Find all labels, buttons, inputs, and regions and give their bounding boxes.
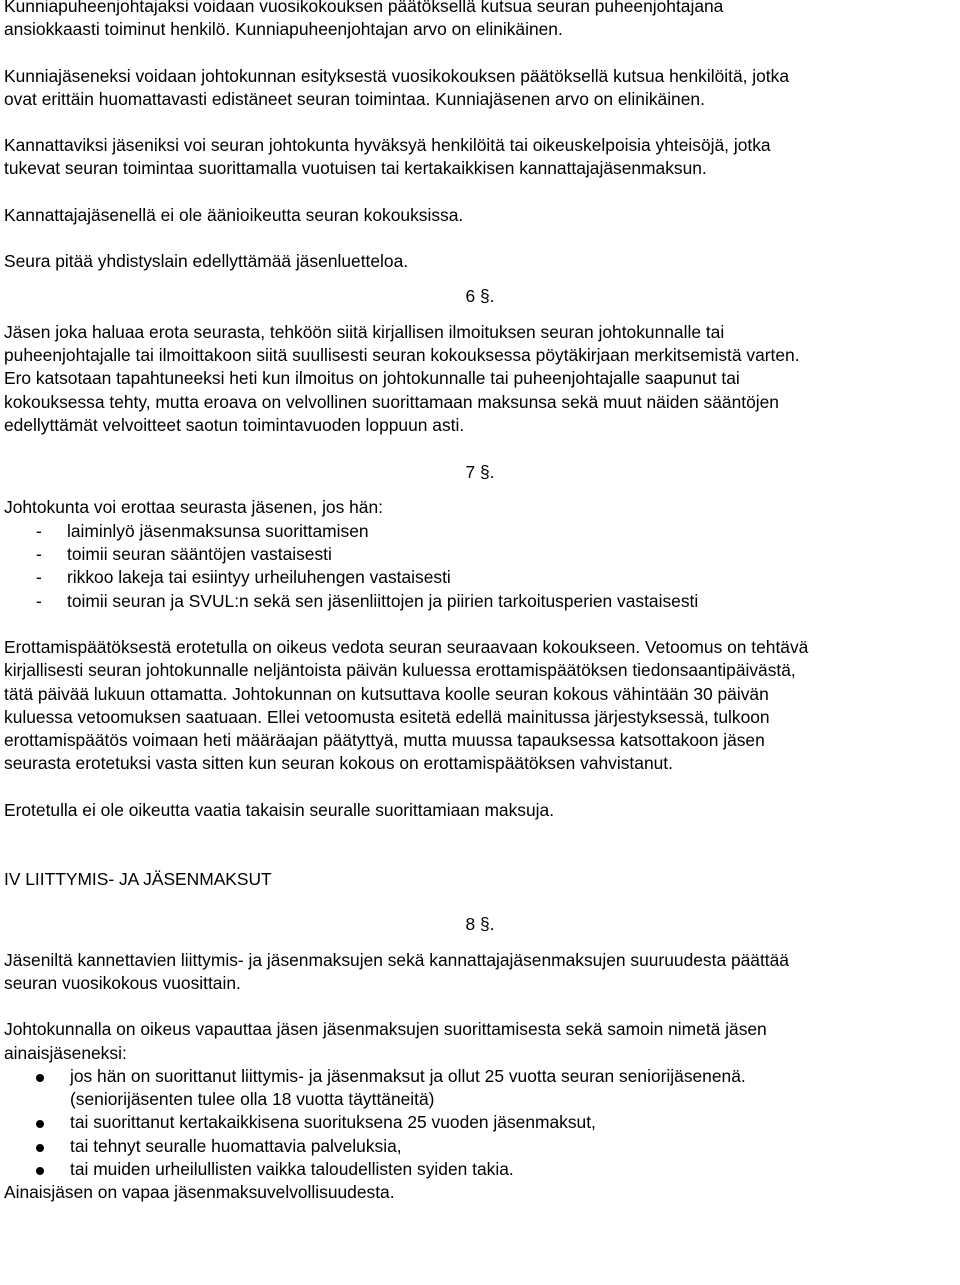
text-line: Kunniajäseneksi voidaan johtokunnan esityksestä vuosikokouksen päätöksellä kutsua henkilöitä, jotka: [4, 65, 790, 86]
list-item: [4, 1158, 956, 1181]
text-line: tai muiden urheilullisten vaikka taloudellisten syiden takia.: [70, 1158, 514, 1179]
text-line: kuluessa vetoomuksen saatuaan. Ellei vetoomusta esitetä edellä mainitussa järjestyksessä, tulkoon: [4, 706, 770, 727]
text-line: edellyttämät velvoitteet saotun toimintavuoden loppuun asti.: [4, 414, 465, 435]
refund-paragraph: Erotetulla ei ole oikeutta vaatia takaisin seuralle suorittamiaan maksuja.: [4, 799, 555, 820]
text-line: Ero katsotaan tapahtuneeksi heti kun ilmoitus on johtokunnalle tai puheenjohtajalle saapunut tai: [4, 368, 740, 389]
text-line: puheenjohtajalle tai ilmoittakoon siitä suullisesti seuran kokouksessa pöytäkirjaan merkitsemistä varten.: [4, 344, 800, 365]
list-item: [4, 1111, 956, 1134]
bullet-icon: [36, 1144, 44, 1152]
expulsion-lead: Johtokunta voi erottaa seurasta jäsenen, jos hän:: [4, 497, 383, 518]
list-item: - laiminlyö jäsenmaksunsa suorittamisen: [4, 520, 956, 543]
supporting-member-paragraph: [4, 134, 956, 181]
fees-paragraph: [4, 949, 956, 996]
text-line: seurasta erotetuksi vasta sitten kun seuran kokous on erottamispäätöksen vahvistanut.: [4, 753, 673, 774]
text-line: ovat erittäin huomattavasti edistäneet seuran toimintaa. Kunniajäsenen arvo on elinikäinen.: [4, 88, 705, 109]
bullet-icon: [36, 1120, 44, 1128]
section-7-number: 7 §.: [465, 462, 495, 483]
list-item: [4, 1065, 956, 1112]
bullet-icon: [36, 1074, 44, 1082]
list-item: - rikkoo lakeja tai esiintyy urheiluhengen vastaisesti: [4, 566, 956, 589]
text-line: erottamispäätös voimaan heti määräajan päätyttyä, mutta muussa tapauksessa katsottakoon jäsen: [4, 730, 765, 751]
voting-rights-paragraph: Kannattajajäsenellä ei ole äänioikeutta seuran kokouksissa.: [4, 204, 464, 225]
text-line: Johtokunnalla on oikeus vapauttaa jäsen jäsenmaksujen suorittamisesta sekä samoin nimetä jäsen: [4, 1019, 767, 1040]
text-line: Erottamispäätöksestä erotetulla on oikeus vedota seuran seuraavaan kokoukseen. Vetoomus on tehtävä: [4, 636, 809, 657]
chapter-heading: IV LIITTYMIS- JA JÄSENMAKSUT: [4, 869, 272, 890]
text-line: Jäseniltä kannettavien liittymis- ja jäsenmaksujen sekä kannattajajäsenmaksujen suuruudesta päättää: [4, 949, 789, 970]
text-line: (seniorijäsenten tulee olla 18 vuotta täyttäneitä): [70, 1089, 435, 1110]
list-item: [4, 1135, 956, 1158]
text-line: kokouksessa tehty, mutta eroava on velvollinen suorittamaan maksunsa sekä muut näiden sääntöjen: [4, 391, 779, 412]
resignation-paragraph: [4, 321, 956, 437]
section-6-number: 6 §.: [465, 286, 495, 307]
text-line: Jäsen joka haluaa erota seurasta, tehköön siitä kirjallisen ilmoituksen seuran johtokunnalle tai: [4, 321, 725, 342]
text-line: seuran vuosikokous vuosittain.: [4, 972, 241, 993]
lifetime-member-criteria-list: [4, 1065, 956, 1181]
text-line: Kunniapuheenjohtajaksi voidaan vuosikokouksen päätöksellä kutsua seuran puheenjohtajana: [4, 0, 724, 16]
text-line: kirjallisesti seuran johtokunnalle neljäntoista päivän kuluessa erottamispäätöksen tiedonsaantipäivästä,: [4, 660, 796, 681]
text-line: ansiokkaasti toiminut henkilö. Kunniapuheenjohtajan arvo on elinikäinen.: [4, 19, 563, 40]
document-page: [4, 0, 956, 1205]
text-line: tai suorittanut kertakaikkisena suorituksena 25 vuoden jäsenmaksut,: [70, 1112, 596, 1133]
appeal-paragraph: [4, 636, 956, 776]
text-line: jos hän on suorittanut liittymis- ja jäsenmaksut ja ollut 25 vuotta seuran seniorijäsenenä.: [70, 1065, 746, 1086]
text-line: Kannattaviksi jäseniksi voi seuran johtokunta hyväksyä henkilöitä tai oikeuskelpoisia yhteisöjä, jotka: [4, 135, 771, 156]
text-line: ainaisjäseneksi:: [4, 1042, 127, 1063]
exemption-paragraph: [4, 1018, 956, 1065]
honorary-chair-paragraph: [4, 0, 956, 42]
list-item: - toimii seuran ja SVUL:n sekä sen jäsenliittojen ja piirien tarkoitusperien vastaisesti: [4, 590, 956, 613]
text-line: tätä päivää lukuun ottamatta. Johtokunnan on kutsuttava koolle seuran kokous vähintään 30 päivän: [4, 683, 769, 704]
text-line: tukevat seuran toimintaa suorittamalla vuotuisen tai kertakaikkisen kannattajajäsenmaksun.: [4, 158, 707, 179]
list-item: - toimii seuran sääntöjen vastaisesti: [4, 543, 956, 566]
expulsion-reasons-list: [4, 520, 956, 613]
lifetime-member-closing: Ainaisjäsen on vapaa jäsenmaksuvelvollisuudesta.: [4, 1182, 395, 1203]
bullet-icon: [36, 1167, 44, 1175]
honorary-member-paragraph: [4, 65, 956, 112]
text-line: tai tehnyt seuralle huomattavia palveluksia,: [70, 1135, 402, 1156]
member-register-paragraph: Seura pitää yhdistyslain edellyttämää jäsenluetteloa.: [4, 251, 409, 272]
section-8-number: 8 §.: [465, 914, 495, 935]
